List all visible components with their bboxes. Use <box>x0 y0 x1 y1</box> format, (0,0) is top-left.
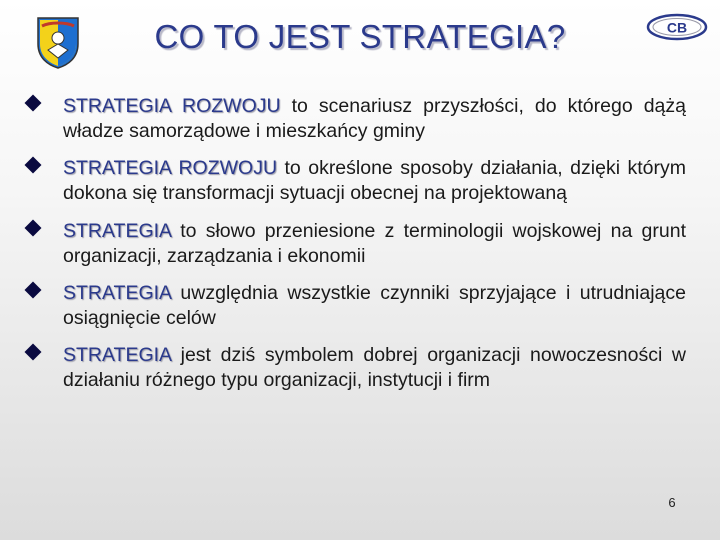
item-keyword: STRATEGIA <box>63 220 171 242</box>
slide-title: CO TO JEST STRATEGIA? <box>154 18 566 55</box>
coat-of-arms-icon <box>34 14 82 70</box>
list-item <box>24 343 686 392</box>
list-item <box>24 219 686 268</box>
bullet-list <box>24 94 686 405</box>
page-number: 6 <box>668 495 676 510</box>
item-keyword: STRATEGIA <box>63 344 171 366</box>
list-item <box>24 94 686 143</box>
item-body: to słowo przeniesione z terminologii wojskowej na grunt organizacji, zarządzania i ekonomii <box>63 220 686 267</box>
diamond-bullet-icon <box>25 95 42 112</box>
item-text <box>63 156 686 205</box>
list-item <box>24 281 686 330</box>
item-keyword: STRATEGIA ROZWOJU <box>63 157 278 179</box>
item-body: to scenariusz przyszłości, do którego dążą władze samorządowe i mieszkańcy gminy <box>63 95 686 142</box>
item-body: to określone sposoby działania, dzięki którym dokona się transformacji sytuacji obecnej na projektowaną <box>63 157 686 204</box>
diamond-bullet-icon <box>25 344 42 361</box>
item-text <box>63 281 686 330</box>
diamond-bullet-icon <box>25 157 42 174</box>
list-item <box>24 156 686 205</box>
item-text <box>63 94 686 143</box>
cb-logo <box>646 12 708 42</box>
item-text <box>63 219 686 268</box>
diamond-bullet-icon <box>25 220 42 237</box>
item-keyword: STRATEGIA ROZWOJU <box>63 95 281 117</box>
item-body: uwzględnia wszystkie czynniki sprzyjające i utrudniające osiągnięcie celów <box>63 282 686 329</box>
item-body: jest dziś symbolem dobrej organizacji nowoczesności w działaniu różnego typu organizacji, instytucji i firm <box>63 344 686 391</box>
diamond-bullet-icon <box>25 282 42 299</box>
item-keyword: STRATEGIA <box>63 282 171 304</box>
item-text <box>63 343 686 392</box>
cb-logo-text: CB <box>666 19 688 36</box>
